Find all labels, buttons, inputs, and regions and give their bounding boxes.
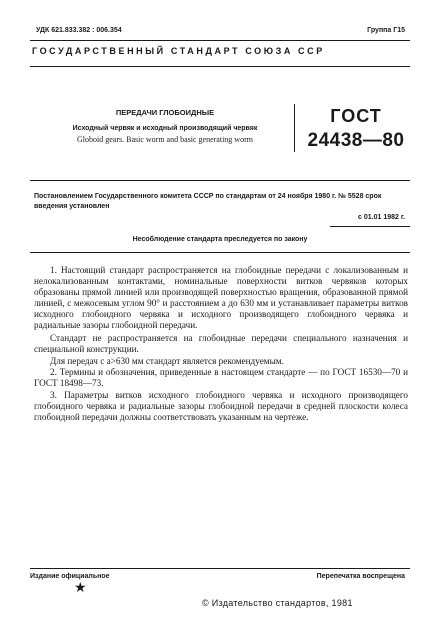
- date-underline: [330, 226, 410, 227]
- udk-code: УДК 621.833.382 : 006.354: [36, 27, 122, 34]
- paragraph-1: 1. Настоящий стандарт распространяется на глобоидные передачи с локализованным и нелокализованным контактами, номинальные поверхности витков червяков которых образованы прямой линией или производящей поверхностью вращения, образованной прямой линией, с межосевым углом 90° и расстоянием a до 630 мм и устанавливает параметры витков исходного глобоидного червяка и исходного производящего глобоидного червяка и радиальные зазоры глобоидной передачи.: [34, 265, 408, 331]
- gost-label: ГОСТ: [330, 106, 382, 126]
- standard-body: [34, 265, 408, 423]
- paragraph-4: 2. Термины и обозначения, приведенные в настоящем стандарте — по ГОСТ 16530—70 и ГОСТ 18498—73.: [34, 366, 408, 388]
- paragraph-3: Для передач с a>630 мм стандарт является рекомендуемым.: [50, 355, 284, 366]
- title-divider: [294, 104, 295, 152]
- header-rule: [30, 66, 410, 67]
- effective-date: с 01.01 1982 г.: [358, 214, 405, 221]
- body-top-rule: [30, 252, 410, 253]
- title-ru: ПЕРЕДАЧИ ГЛОБОИДНЫЕ: [115, 108, 215, 117]
- decree-text: Постановлением Государственного комитета СССР по стандартам от 24 ноября 1980 г. № 5528 срок введения установлен: [34, 193, 382, 210]
- state-standard-heading: ГОСУДАРСТВЕННЫЙ СТАНДАРТ СОЮЗА ССР: [32, 46, 325, 56]
- standard-title-block: [40, 108, 290, 144]
- star-icon: ★: [74, 580, 87, 596]
- paragraph-5: 3. Параметры витков исходного глобоидного червяка и исходного производящего глобоидного червяка и радиальные зазоры глобоидной передачи в средней плоскости колеса глобоидной передачи должны соответствовать указанным на чертеже.: [34, 390, 408, 423]
- reprint-prohibited-label: Перепечатка воспрещена: [316, 573, 405, 580]
- decree-top-rule: [30, 180, 410, 181]
- top-rule: [30, 40, 410, 41]
- punishment-notice: Несоблюдение стандарта преследуется по закону: [132, 236, 308, 243]
- paragraph-2: Стандарт не распространяется на глобоидные передачи специального назначения и специальной конструкции.: [34, 332, 408, 354]
- gost-number: 24438—80: [307, 130, 405, 151]
- title-en: Globoid gears. Basic worm and basic generating worm: [77, 135, 253, 144]
- official-edition-label: Издание официальное: [30, 573, 110, 580]
- subtitle-ru: Исходный червяк и исходный производящий червяк: [72, 125, 258, 132]
- copyright: © Издательство стандартов, 1981: [202, 598, 353, 608]
- footer-rule: [30, 568, 410, 569]
- group-code: Группа Г15: [367, 27, 405, 34]
